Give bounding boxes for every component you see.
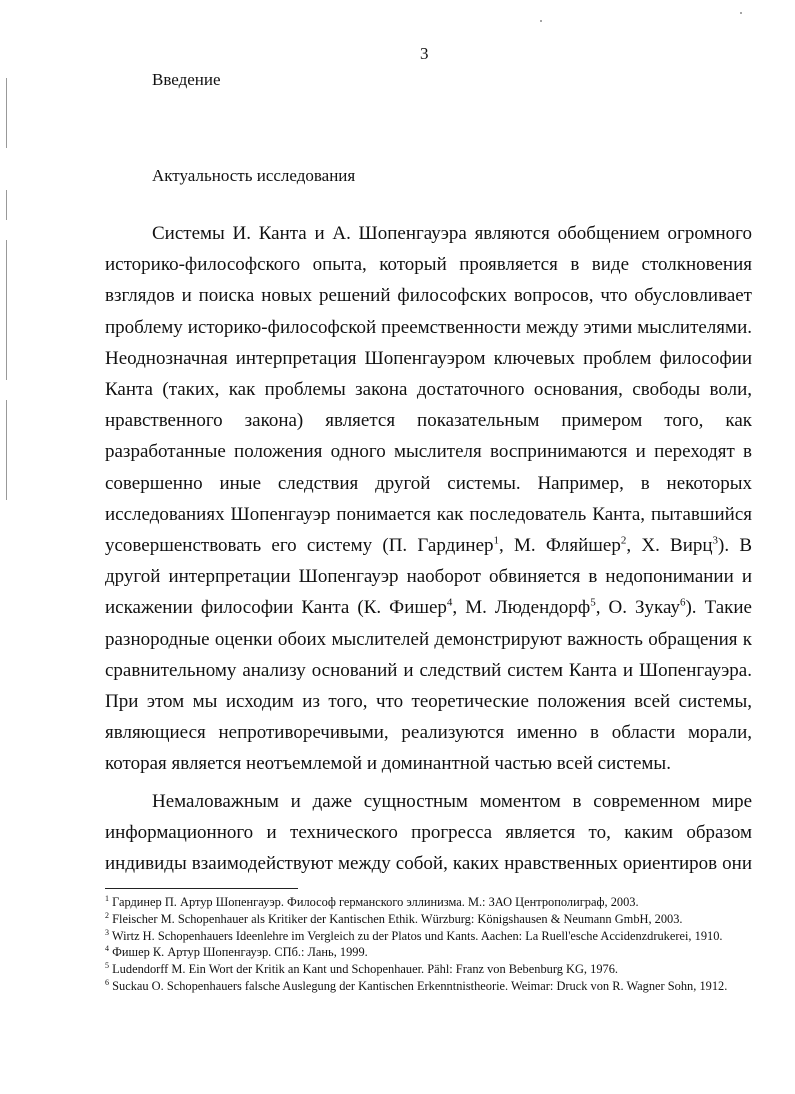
text-line: информационного и технического прогресса является то, каким образом xyxy=(105,822,752,844)
footnote-number: 3 xyxy=(105,927,109,937)
footnote-text: Wirtz H. Schopenhauers Ideenlehre im Vergleich zu der Platos und Kants. Aachen: La Ruell'esche Accidenzdrukerei, 1910. xyxy=(111,928,723,943)
footnote-text: Фишер К. Артур Шопенгауэр. СПб.: Лань, 1999. xyxy=(112,945,368,960)
footnote-ref-1[interactable]: 1 xyxy=(493,534,500,547)
footnote-6 xyxy=(105,979,755,994)
footnote-ref-3[interactable]: 3 xyxy=(712,534,719,547)
footnote-ref-2[interactable]: 2 xyxy=(620,534,627,547)
scan-speck xyxy=(540,20,542,22)
text-line: совершенно иные следствия другой системы. Например, в некоторых xyxy=(105,472,752,494)
footnote-number: 1 xyxy=(105,893,109,903)
text-line: исследованиях Шопенгауэр понимается как последователь Канта, пытавшийся xyxy=(105,503,752,525)
text-line: проблему историко-философской преемственности между этими мыслителями. xyxy=(105,316,752,338)
text-line: Системы И. Канта и А. Шопенгауэра являются обобщением огромного xyxy=(152,223,752,244)
text-fragment: ). Такие xyxy=(685,597,752,619)
footnote-ref-4[interactable]: 4 xyxy=(446,597,453,610)
footnote-3 xyxy=(105,929,755,944)
scan-margin-marks xyxy=(6,70,12,510)
text-line: нравственного закона) является показательным примером того, как xyxy=(105,410,752,432)
text-line: При этом мы исходим из того, что теоретические положения всей системы, xyxy=(105,691,752,713)
text-fragment: , М. Фляйшер xyxy=(499,535,621,557)
footnote-text: Suckau O. Schopenhauers falsche Auslegung der Kantischen Erkenntnistheorie. Weimar: Druck von R. Wagner Sohn, 1912. xyxy=(112,978,728,993)
text-line: Немаловажным и даже сущностным моментом в современном мире xyxy=(152,791,752,812)
scan-speck xyxy=(740,12,742,14)
page-number: 3 xyxy=(420,44,429,63)
text-line: сравнительному анализу оснований и следствий систем Канта и Шопенгауэра. xyxy=(105,659,752,681)
footnote-number: 6 xyxy=(105,977,109,987)
section-heading-relevance: Актуальность исследования xyxy=(152,166,356,185)
footnote-1 xyxy=(105,895,755,910)
text-fragment: , Х. Вирц xyxy=(626,535,713,557)
text-line: разнородные оценки обоих мыслителей демонстрируют важность обращения к xyxy=(105,628,752,650)
section-heading-introduction: Введение xyxy=(152,70,221,89)
text-line: являющиеся непротиворечивыми, реализуются именно в области морали, xyxy=(105,722,752,744)
text-line: которая является неотъемлемой и доминантной частью всей системы. xyxy=(105,753,671,775)
text-line: другой интерпретации Шопенгауэр наоборот обвиняется в недопонимании и xyxy=(105,566,752,588)
text-line: разработанные положения одного мыслителя воспринимаются и переходят в xyxy=(105,441,752,463)
text-line: индивиды взаимодействуют между собой, каких нравственных ориентиров они xyxy=(105,853,752,875)
footnote-text: Fleischer M. Schopenhauer als Kritiker der Kantischen Ethik. Würzburg: Königshausen & Neumann GmbH, 2003. xyxy=(112,911,683,926)
text-fragment: усовершенствовать его систему (П. Гардинер xyxy=(105,535,494,557)
text-line: Неоднозначная интерпретация Шопенгауэром ключевых проблем философии xyxy=(105,347,752,369)
footnote-ref-6[interactable]: 6 xyxy=(679,597,686,610)
paragraph-moral-orientation xyxy=(105,786,752,880)
footnote-ref-5[interactable]: 5 xyxy=(590,597,596,610)
text-fragment: , М. Людендорф xyxy=(452,597,591,619)
paragraph-relevance xyxy=(105,218,752,780)
text-fragment: ). В xyxy=(718,535,753,557)
footnote-2 xyxy=(105,912,755,927)
text-line: историко-философского опыта, который проявляется в виде столкновения xyxy=(105,254,752,276)
text-line: Канта (таких, как проблемы закона достаточного основания, свободы воли, xyxy=(105,379,752,401)
text-line-with-footnotes xyxy=(105,592,752,623)
text-line-with-footnotes xyxy=(105,530,752,561)
footnote-text: Ludendorff M. Ein Wort der Kritik an Kant und Schopenhauer. Pähl: Franz von Bebenburg KG, 1976. xyxy=(112,962,619,977)
footnotes-list xyxy=(105,895,755,996)
text-line: взглядов и поиска новых решений философских вопросов, что обусловливает xyxy=(105,285,752,307)
footnote-4 xyxy=(105,945,755,960)
footnote-text: Гардинер П. Артур Шопенгауэр. Философ германского эллинизма. М.: ЗАО Центрополиграф, 2003. xyxy=(112,895,639,909)
footnote-number: 4 xyxy=(105,944,109,954)
footnote-separator xyxy=(105,888,298,889)
text-fragment: искажении философии Канта (К. Фишер xyxy=(105,597,447,619)
text-fragment: , О. Зукау xyxy=(595,597,680,619)
footnote-number: 5 xyxy=(105,961,109,971)
footnote-5 xyxy=(105,962,755,977)
footnote-number: 2 xyxy=(105,910,109,920)
